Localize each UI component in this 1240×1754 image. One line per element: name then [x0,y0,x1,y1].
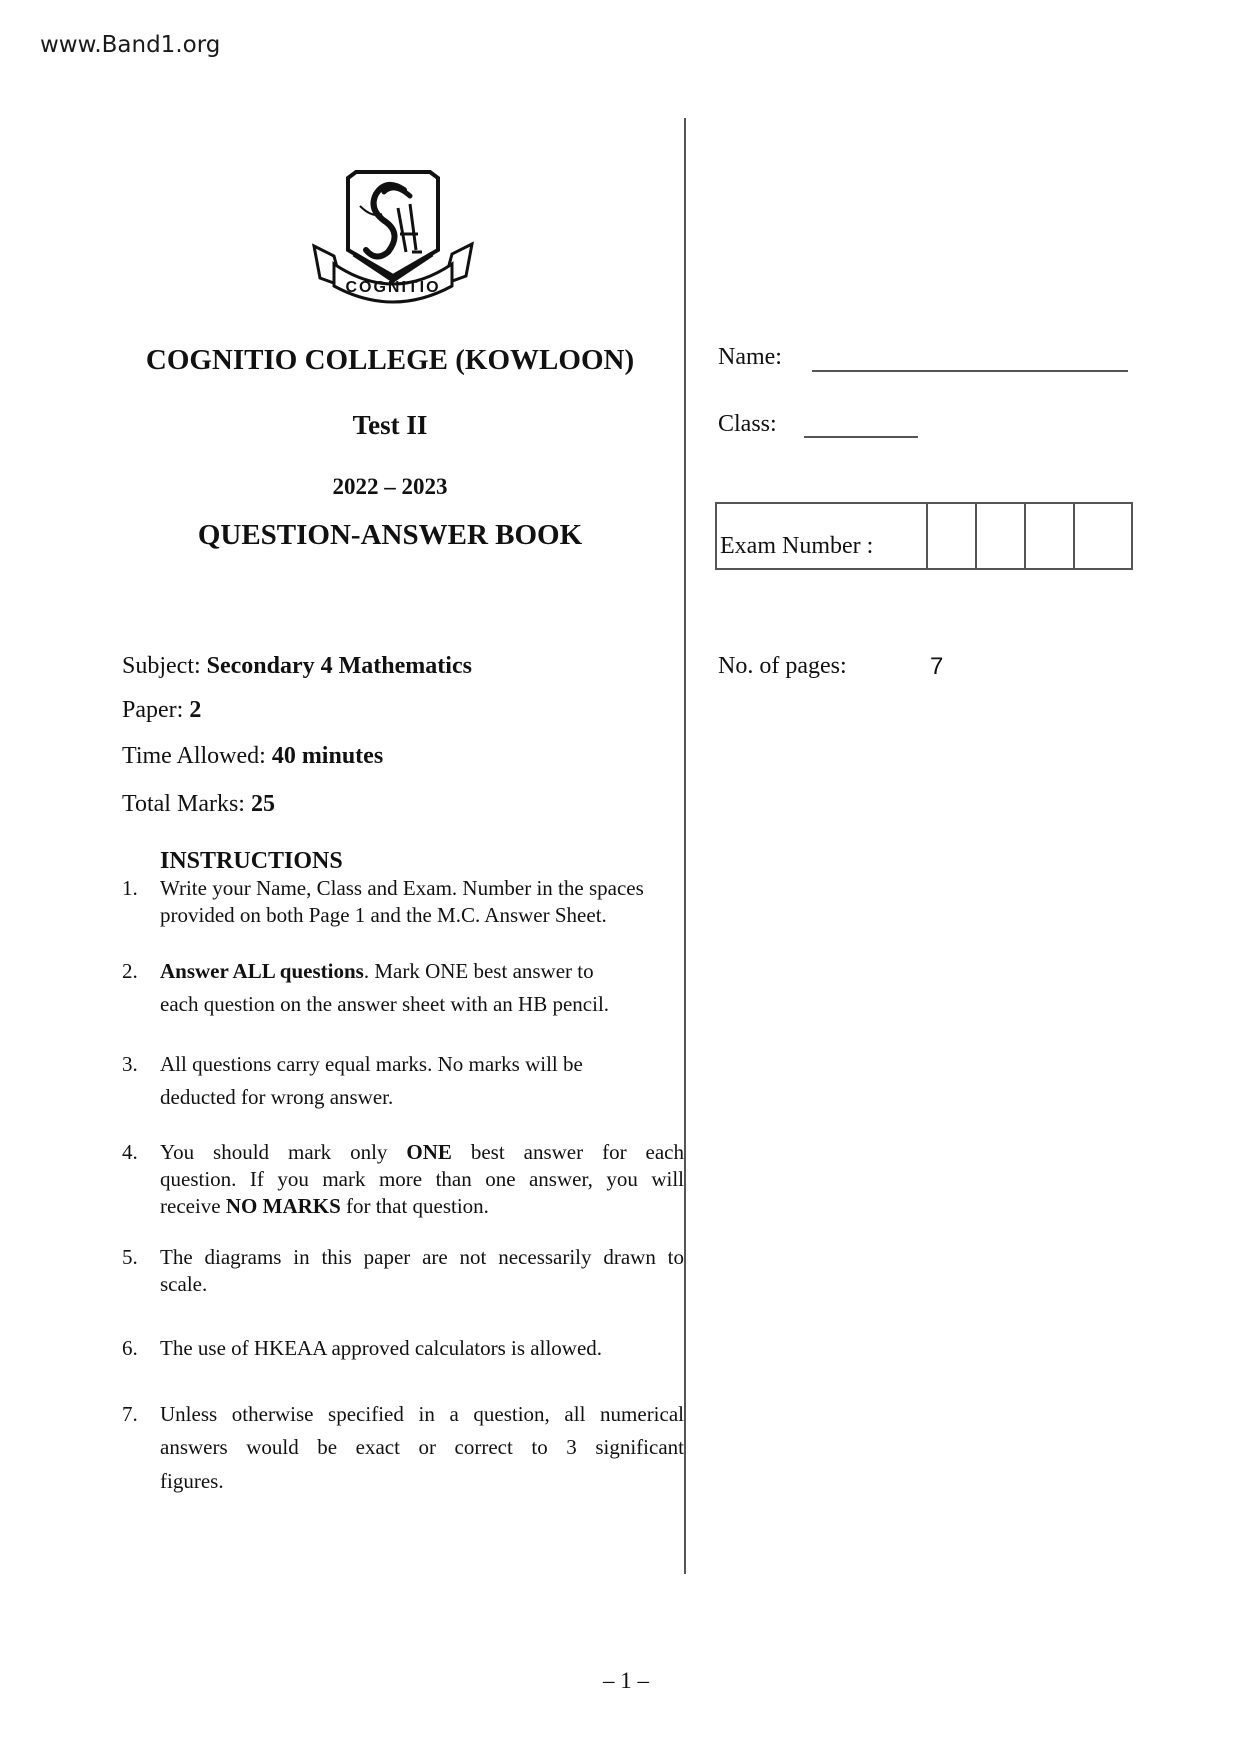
paper-line [122,697,201,724]
instruction-text: Write your Name, Class and Exam. Number in the spaces [160,876,644,900]
instruction-text: question. If you mark more than one answer, you will [160,1167,684,1191]
instruction-text-part: receive [160,1194,226,1218]
instruction-number: 3. [122,1052,138,1076]
instruction-emphasis: NO MARKS [225,1194,341,1218]
instruction-text: each question on the answer sheet with an HB pencil. [160,992,610,1016]
watermark-url: www.Band1.org [40,32,221,58]
subject-line [122,653,472,680]
instruction-text [160,1140,684,1165]
instructions-heading: INSTRUCTIONS [160,848,343,874]
exam-number-digit-1[interactable] [928,504,977,568]
marks-value: 25 [250,791,275,817]
column-divider [684,118,686,1574]
instruction-text: The use of HKEAA approved calculators is allowed. [160,1336,603,1360]
instruction-text [160,959,684,984]
instruction-text [160,1194,684,1219]
time-value: 40 minutes [271,743,384,769]
instruction-text-part: for that question. [340,1194,489,1218]
paper-value: 2 [189,697,202,723]
instruction-text: scale. [160,1272,208,1296]
instruction-emphasis: ONE [406,1140,452,1164]
time-line [122,743,383,770]
subject-label: Subject: [122,653,207,679]
instruction-text-part: . Mark ONE best answer to [363,959,594,983]
exam-number-digit-4[interactable] [1075,504,1131,568]
instruction-number: 2. [122,959,138,983]
book-type: QUESTION-ANSWER BOOK [197,519,583,551]
class-label: Class: [718,411,777,437]
exam-number-label: Exam Number : [717,504,928,568]
subject-value: Secondary 4 Mathematics [206,653,472,679]
instruction-number: 6. [122,1336,138,1360]
name-field[interactable] [812,370,1128,372]
name-label: Name: [718,344,782,370]
marks-label: Total Marks: [122,791,251,817]
instruction-number: 4. [122,1140,138,1164]
exam-number-box [715,502,1133,570]
instruction-number: 7. [122,1402,138,1426]
crest-motto: COGNITIO [345,279,441,296]
instruction-number: 5. [122,1245,138,1269]
instruction-text-part: You should mark only [160,1140,407,1164]
instruction-number: 1. [122,876,138,900]
academic-year: 2022 – 2023 [332,474,448,499]
instruction-text: Unless otherwise specified in a question, all numerical [160,1402,684,1426]
instruction-text-part: best answer for each [451,1140,684,1164]
time-label: Time Allowed: [122,743,272,769]
instruction-emphasis: Answer ALL questions [160,959,364,983]
school-name: COGNITIO COLLEGE (KOWLOON) [145,344,635,376]
instruction-text: provided on both Page 1 and the M.C. Answer Sheet. [160,903,607,927]
instruction-text: The diagrams in this paper are not necessarily drawn to [160,1245,684,1269]
marks-line [122,791,275,818]
pages-value: 7 [930,653,944,680]
exam-number-digit-2[interactable] [977,504,1026,568]
instruction-text: figures. [160,1469,224,1493]
instruction-text: deducted for wrong answer. [160,1085,394,1109]
test-title: Test II [352,410,428,440]
pages-label: No. of pages: [718,653,847,679]
paper-label: Paper: [122,697,190,723]
instruction-text: All questions carry equal marks. No marks will be [160,1052,583,1076]
exam-number-digit-3[interactable] [1026,504,1075,568]
instruction-text: answers would be exact or correct to 3 significant [160,1435,684,1459]
class-field[interactable] [804,436,918,438]
school-crest-icon [312,168,474,312]
page-number: – 1 – [603,1668,649,1693]
